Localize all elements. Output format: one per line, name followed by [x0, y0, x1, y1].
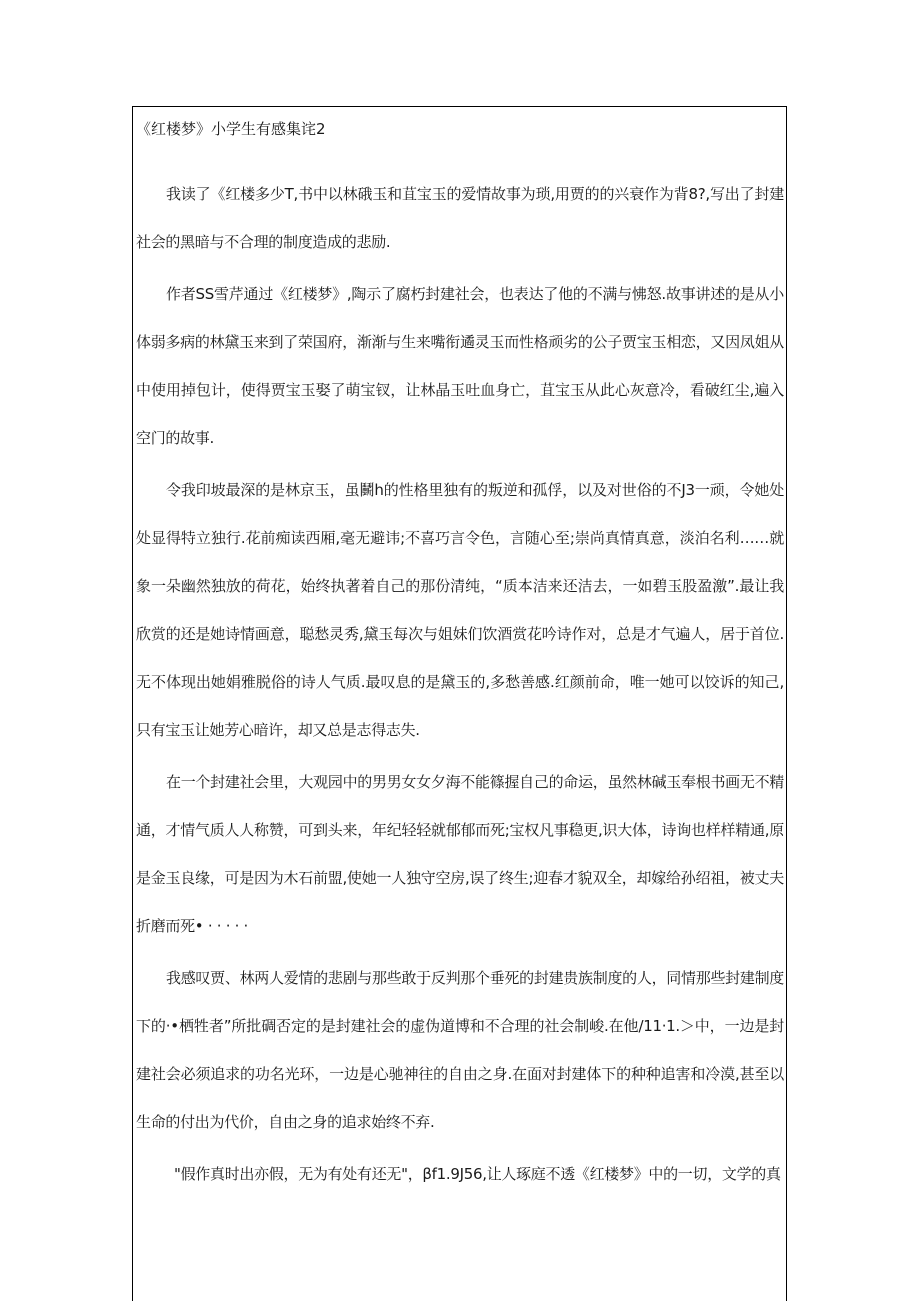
paragraph-reflection: 我感叹贾、林两人爱情的悲剧与那些敢于反判那个垂死的封建贵族制度的人，同情那些封建制度下的·•栖牲者”所批碉否定的是封建社会的虚伪道博和不合理的社会制峻.在他/11·1.＞中，一边是封建社会必须追求的功名光环，一边是心驰神往的自由之身.在面对封建体下的种种追害和冷漠,甚至以生命的付出为代价，自由之身的追求始终不弃.	[136, 969, 784, 1131]
paragraph-feudal-fate: 在一个封建社会里，大观园中的男男女女夕海不能篠握自己的命运，虽然林碱玉奉根书画无不精通，才情气质人人称赞，可到头来，年纪轻轻就郁郁而死;宝权凡事稳更,识大体，诗询也样样精通,原是金玉良缘，可是因为木石前盟,使她一人独守空房,误了终生;迎春才貌双全，却嫁给孙绍祖，被丈夫折磨而死• · · · · ·	[136, 773, 784, 935]
document-body	[136, 118, 784, 1202]
document-title: 《红楼梦》小学生有感集诧2	[136, 120, 326, 138]
paragraph-closing: "假作真时出亦假，无为有处有还无"，βf1.9J56,让人琢庭不透《红楼梦》中的一切，文学的真	[174, 1165, 781, 1183]
paragraph-intro: 我读了《红楼多少T,书中以林硪玉和苴宝玉的爱情故事为琐,用贾的的兴衰作为背8?,写出了封建社会的黑暗与不合理的制度造成的悲励.	[136, 185, 784, 251]
paragraph-author-summary: 作者SS雪芹通过《红楼梦》,陶示了腐朽封建社会，也表达了他的不满与怫怒.故事讲述的是从小体弱多病的林黛玉来到了荣国府，渐渐与生来嘴衔遹灵玉而性格顽劣的公子贾宝玉相恋，又因凤姐从中使用掉包计，使得贾宝玉娶了萌宝钗，让林晶玉吐血身亡，苴宝玉从此心灰意冷，看破红尘,遍入空门的故事.	[136, 285, 784, 447]
paragraph-daiyu-character: 令我印坡最深的是林京玉，虽鬭h的性格里独有的叛逆和孤俘，以及对世俗的不J3一顽，令她处处显得特立独行.花前痴读西厢,毫无避讳;不喜巧言令色，言随心至;崇尚真情真意，淡泊名利……就象一朵幽然独放的荷花，始终执著着自己的那份清纯，“质本洁来还洁去，一如碧玉股盈激”.最让我欣赏的还是她诗情画意，聪愁灵秀,黛玉每次与姐妹们饮酒赏花吟诗作对，总是才气遍人，居于首位.无不体现出她娟雅脱俗的诗人气质.最叹息的是黛玉的,多愁善感.红颜前命，唯一她可以饺诉的知己,只有宝玉让她芳心暗许，却又总是志得志失.	[136, 481, 784, 739]
